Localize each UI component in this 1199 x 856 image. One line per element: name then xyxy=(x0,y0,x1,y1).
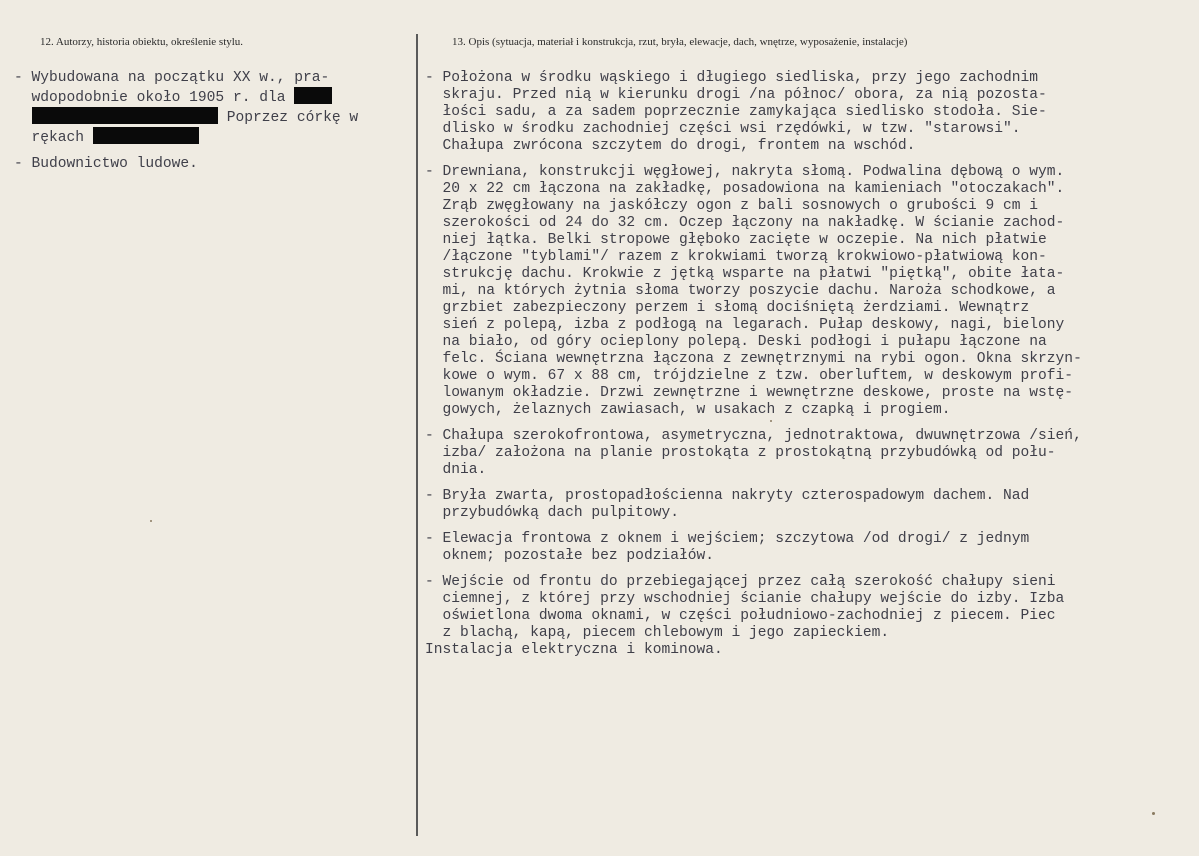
redaction-block xyxy=(93,127,199,144)
description-line: dlisko w środku zachodniej części wsi rzędówki, w tzw. "starowsi". xyxy=(425,121,1021,137)
description-line: lowanym okładzie. Drzwi zewnętrzne i wewnętrzne deskowe, proste na wstę- xyxy=(425,385,1074,401)
interior-paragraph xyxy=(425,574,1082,642)
column-divider xyxy=(416,34,418,836)
description-line: grzbiet zabezpieczony perzem i słomą dociśniętą żerdziami. Wewnątrz xyxy=(425,300,1030,316)
left-line: - Budownictwo ludowe. xyxy=(14,156,198,172)
left-line: - Wybudowana na początku XX w., pra- xyxy=(14,70,330,86)
description-line: ciemnej, z której przy wschodniej ścianie chałupy wejście do izby. Izba xyxy=(425,591,1065,607)
installations-paragraph xyxy=(425,642,1082,659)
location-paragraph xyxy=(425,70,1082,155)
description-line: Zrąb zwęgłowany na jaskółczy ogon z bali sosnowych o grubości 9 cm i xyxy=(425,198,1039,214)
description-line: - Położona w środku wąskiego i długiego siedliska, przy jego zachodnim xyxy=(425,70,1039,86)
description-line: oknem; pozostałe bez podziałów. xyxy=(425,548,715,564)
redaction-block xyxy=(294,87,332,104)
description-line: niej łątka. Belki stropowe głęboko zacięte w oczepie. Na nich płatwie xyxy=(425,232,1047,248)
description-line: - Drewniana, konstrukcji węgłowej, nakryta słomą. Podwalina dębową o wym. xyxy=(425,164,1065,180)
description-line: na biało, od góry ocieplony polepą. Deski podłogi i pułapu łączone na xyxy=(425,334,1047,350)
construction-paragraph xyxy=(425,164,1082,419)
description-line: łości sadu, a za sadem poprzecznie zamykająca siedlisko stodoła. Sie- xyxy=(425,104,1047,120)
description-line: mi, na których żytnia słoma tworzy poszycie dachu. Naroża schodkowe, a xyxy=(425,283,1056,299)
description-line: dnia. xyxy=(425,462,487,478)
left-line: rękach xyxy=(14,127,358,147)
description-line: - Wejście od frontu do przebiegającej przez całą szerokość chałupy sieni xyxy=(425,574,1056,590)
description-line: - Elewacja frontowa z oknem i wejściem; szczytowa /od drogi/ z jednym xyxy=(425,531,1030,547)
description-line: kowe o wym. 67 x 88 cm, trójdzielne z tzw. oberluftem, w deskowym profi- xyxy=(425,368,1074,384)
description-line: Chałupa zwrócona szczytem do drogi, frontem na wschód. xyxy=(425,138,916,154)
description-line: felc. Ściana wewnętrzna łączona z zewnętrznymi na rybi ogon. Okna skrzyn- xyxy=(425,351,1082,367)
left-line: wdopodobnie około 1905 r. dla xyxy=(14,87,358,107)
description-line: z blachą, kapą, piecem chlebowym i jego zapieckiem. xyxy=(425,625,890,641)
description-line: oświetlona dwoma oknami, w części południowo-zachodniej z piecem. Piec xyxy=(425,608,1056,624)
description-line: - Bryła zwarta, prostopadłościenna nakryty czterospadowym dachem. Nad xyxy=(425,488,1030,504)
massing-paragraph xyxy=(425,488,1082,522)
description-line: Instalacja elektryczna i kominowa. xyxy=(425,642,723,658)
elevations-paragraph xyxy=(425,531,1082,565)
description-column xyxy=(425,70,1082,659)
description-line: strukcję dachu. Krokwie z jętką wsparte na płatwi "piętką", obite łata- xyxy=(425,266,1065,282)
section-12-heading: 12. Autorzy, historia obiektu, określenie stylu. xyxy=(40,36,244,48)
description-line: - Chałupa szerokofrontowa, asymetryczna, jednotraktowa, dwuwnętrzowa /sień, xyxy=(425,428,1082,444)
description-line: szerokości od 24 do 32 cm. Oczep łączony na nakładkę. W ścianie zachod- xyxy=(425,215,1065,231)
description-line: 20 x 22 cm łączona na zakładkę, posadowiona na kamieniach "otoczakach". xyxy=(425,181,1065,197)
plan-paragraph xyxy=(425,428,1082,479)
authors-history-column xyxy=(14,70,358,173)
redaction-block xyxy=(32,107,218,124)
description-line: sień z polepą, izba z podłogą na legarach. Pułap deskowy, nagi, bielony xyxy=(425,317,1065,333)
left-line: Poprzez córkę w xyxy=(14,107,358,127)
description-line: skraju. Przed nią w kierunku drogi /na północ/ obora, za nią pozosta- xyxy=(425,87,1047,103)
description-line: izba/ założona na planie prostokąta z prostokątną przybudówką od połu- xyxy=(425,445,1056,461)
description-line: /łączone "tyblami"/ razem z krokwiami tworzą krokwiowo-płatwiową kon- xyxy=(425,249,1047,265)
description-line: przybudówką dach pulpitowy. xyxy=(425,505,679,521)
description-line: gowych, żelaznych zawiasach, w usakach z czapką i progiem. xyxy=(425,402,951,418)
section-13-heading: 13. Opis (sytuacja, materiał i konstrukcja, rzut, bryła, elewacje, dach, wnętrze, wyposażenie, instalacje) xyxy=(452,36,908,48)
